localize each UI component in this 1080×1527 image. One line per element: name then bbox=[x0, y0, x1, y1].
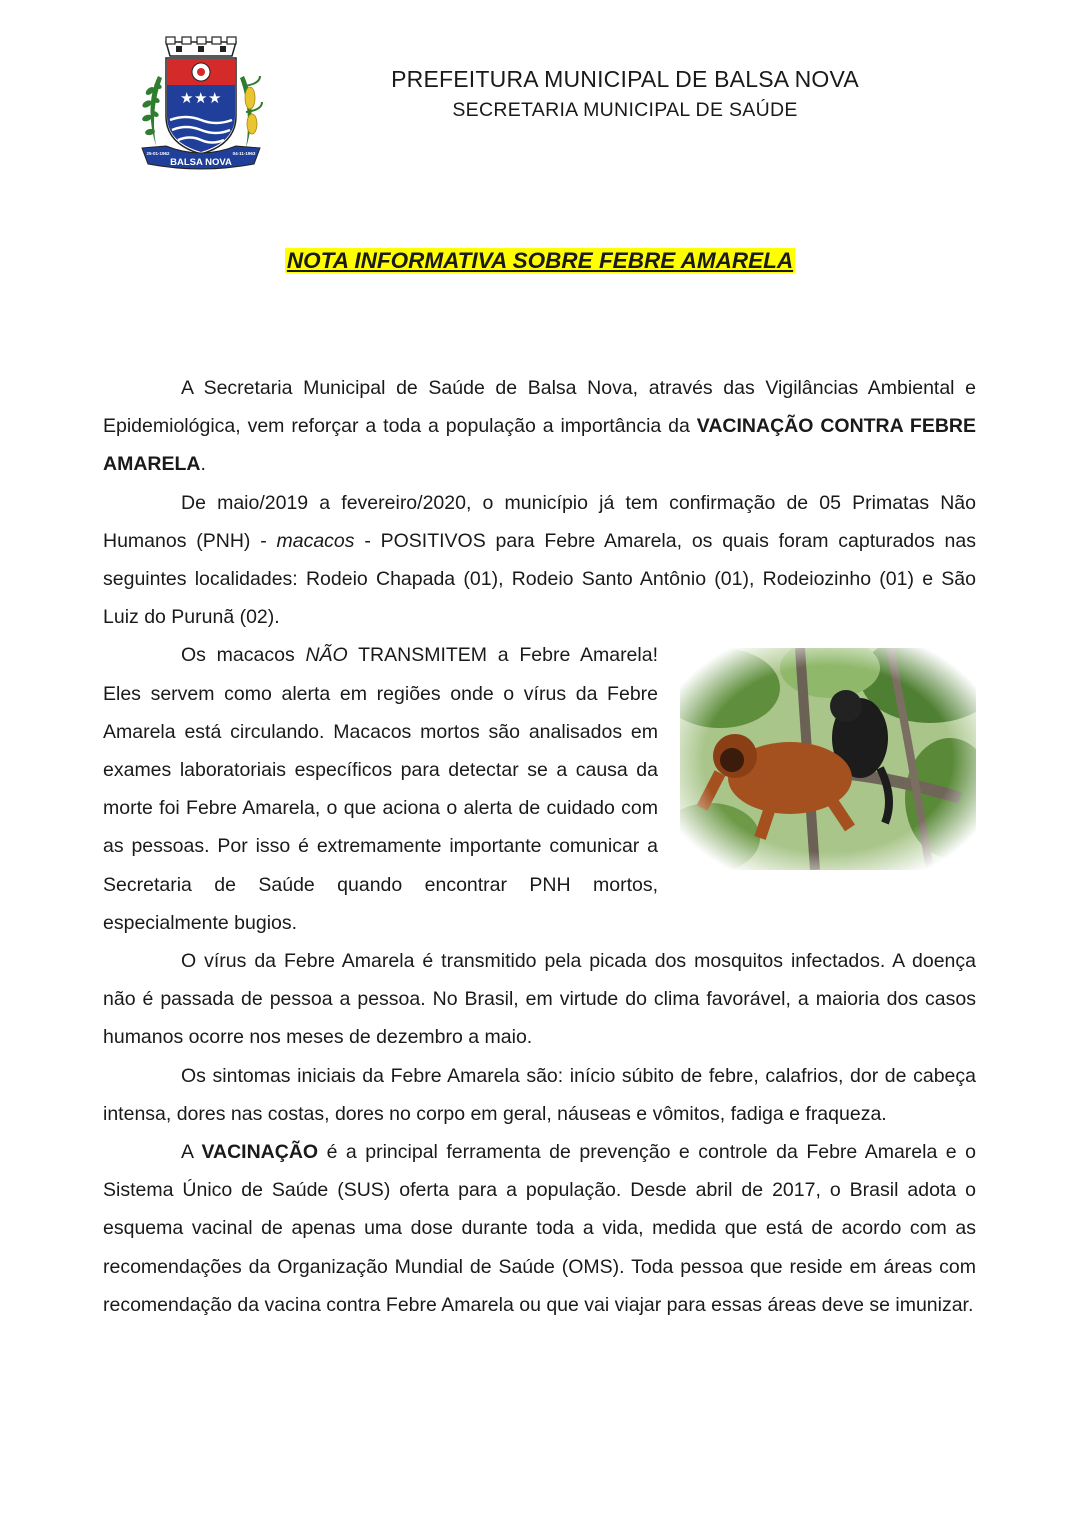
paragraph-6-bold: VACINAÇÃO bbox=[201, 1141, 319, 1164]
shield-icon bbox=[166, 58, 236, 154]
svg-text:★: ★ bbox=[180, 89, 194, 107]
crown-icon bbox=[166, 37, 236, 56]
paragraph-2-text: De maio/2019 a fevereiro/2020, o município já tem confirmação de 05 Primatas Não Humanos (PNH) - bbox=[103, 491, 976, 552]
paragraph-2 bbox=[103, 484, 976, 637]
prefeitura-heading: PREFEITURA MUNICIPAL DE BALSA NOVA bbox=[391, 66, 859, 92]
paragraph-1-bold: VACINAÇÃO CONTRA FEBRE AMARELA bbox=[103, 415, 976, 476]
svg-text:★: ★ bbox=[194, 89, 208, 107]
secretaria-subheading: SECRETARIA MUNICIPAL DE SAÚDE bbox=[452, 99, 798, 121]
document-title-block bbox=[0, 248, 1080, 274]
paragraph-3 bbox=[103, 636, 976, 942]
paragraph-1-end: . bbox=[200, 453, 206, 476]
logo-date-right: 04-11-1963 bbox=[232, 151, 256, 156]
svg-text:★: ★ bbox=[208, 89, 222, 107]
paragraph-6 bbox=[103, 1133, 976, 1324]
document-title: NOTA INFORMATIVA SOBRE FEBRE AMARELA bbox=[286, 248, 794, 273]
laurel-branch-icon bbox=[141, 76, 163, 146]
paragraph-6-end: é a principal ferramenta de prevenção e controle da Febre Amarela e o Sistema Único de Saúde (SUS) oferta para a população. Desde abril de 2017, o Brasil adota o esquema vacinal de apenas uma dose durante toda a vida, medida que está de acordo com as recomendações da Organização Mundial de Saúde (OMS). Toda pessoa que reside em áreas com recomendação da vacina contra Febre Amarela ou que vai viajar para essas áreas deve se imunizar. bbox=[103, 1141, 976, 1316]
logo-banner-text: BALSA NOVA bbox=[170, 157, 232, 168]
paragraph-3-text: Os macacos bbox=[181, 644, 306, 667]
paragraph-2-end: - POSITIVOS para Febre Amarela, os quais foram capturados nas seguintes localidades: Rodeio Chapada (01), Rodeio Santo Antônio (01), Rodeiozinho (01) e São Luiz do Purunã (02). bbox=[103, 529, 976, 629]
paragraph-6-text: A bbox=[181, 1141, 202, 1164]
paragraph-2-italic: macacos bbox=[276, 529, 355, 552]
paragraph-1 bbox=[103, 369, 976, 484]
paragraph-5: Os sintomas iniciais da Febre Amarela são: início súbito de febre, calafrios, dor de cabeça intensa, dores nas costas, dores no corpo em geral, náuseas e vômitos, fadiga e fraqueza. bbox=[103, 1064, 976, 1125]
document-body bbox=[103, 369, 976, 1324]
paragraph-4: O vírus da Febre Amarela é transmitido pela picada dos mosquitos infectados. A doença não é passada de pessoa a pessoa. No Brasil, em virtude do clima favorável, a maioria dos casos humanos ocorre nos meses de dezembro a maio. bbox=[103, 950, 976, 1049]
coat-of-arms-logo bbox=[136, 36, 266, 176]
howler-monkeys-photo bbox=[680, 648, 976, 870]
logo-date-left: 25-01-1962 bbox=[146, 151, 170, 156]
paragraph-3-end: TRANSMITEM a Febre Amarela! Eles servem como alerta em regiões onde o vírus da Febre Amarela está circulando. Macacos mortos são analisados em exames laboratoriais específicos para detectar se a causa da morte foi Febre Amarela, o que aciona o alerta de cuidado com as pessoas. Por isso é extremamente importante comunicar a Secretaria de Saúde quando encontrar PNH mortos, especialmente bugios. bbox=[103, 644, 658, 934]
paragraph-1-text: A Secretaria Municipal de Saúde de Balsa Nova, através das Vigilâncias Ambiental e Epidemiológica, vem reforçar a toda a população a importância da bbox=[103, 377, 976, 438]
corn-stalk-icon bbox=[240, 76, 262, 148]
paragraph-3-italic: NÃO bbox=[305, 644, 348, 667]
